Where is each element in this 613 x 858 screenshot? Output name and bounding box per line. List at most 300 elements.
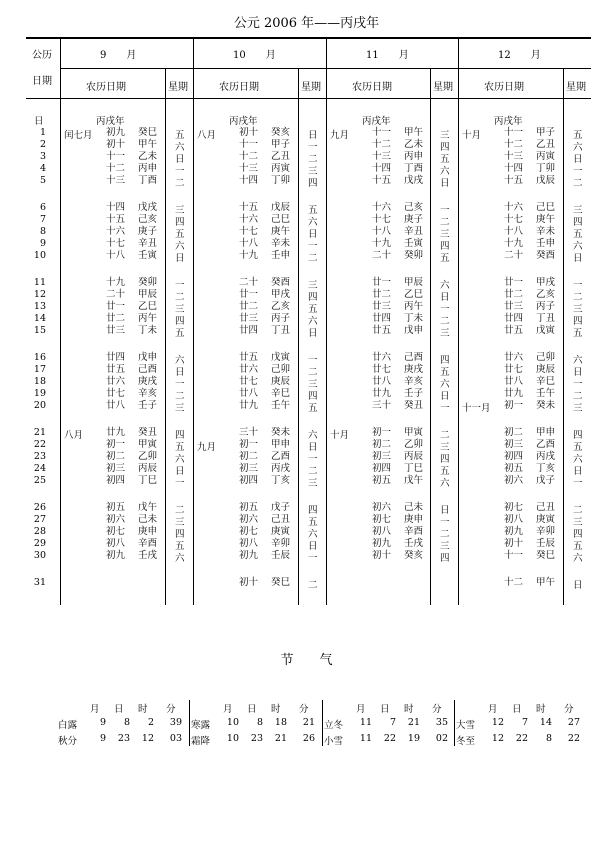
lunar-day: 初九 — [372, 538, 392, 549]
lunar-month-note: 八月 — [64, 430, 84, 441]
lunar-day: 廿二 — [106, 313, 126, 324]
lunar-day: 初六 — [504, 475, 524, 486]
ganzhi: 丁未 — [138, 325, 158, 336]
lunar-day: 十四 — [106, 202, 126, 213]
lunar-day: 初一 — [239, 439, 259, 450]
jieqi-value: 21 — [407, 717, 420, 728]
lunar-day: 初一 — [106, 439, 126, 450]
ganzhi: 戊辰 — [536, 175, 556, 186]
ganzhi: 戊子 — [536, 475, 556, 486]
weekday: 五 — [308, 205, 318, 216]
ganzhi: 戊午 — [138, 502, 158, 513]
ganzhi: 癸酉 — [536, 250, 556, 261]
weekday: 一 — [308, 142, 318, 153]
jieqi-name: 大雪 — [456, 720, 476, 731]
weekday: 六 — [175, 241, 185, 252]
ganzhi: 丁巳 — [404, 463, 424, 474]
lunar-day: 十一 — [372, 127, 392, 138]
lunar-day: 十七 — [504, 214, 524, 225]
lunar-day: 廿六 — [504, 352, 524, 363]
weekday: 五 — [573, 541, 583, 552]
weekday: 二 — [175, 292, 185, 303]
day-number: 10 — [33, 250, 46, 261]
lunar-day: 二十 — [504, 250, 524, 261]
lunar-day: 十七 — [372, 214, 392, 225]
weekday: 二 — [175, 505, 185, 516]
ganzhi: 乙巳 — [138, 301, 158, 312]
ganzhi: 辛丑 — [138, 238, 158, 249]
lunar-day: 廿六 — [106, 376, 126, 387]
ganzhi: 丙戌 — [271, 463, 291, 474]
lunar-month-note: 九月 — [197, 442, 217, 453]
ganzhi: 乙卯 — [138, 451, 158, 462]
jieqi-name: 立冬 — [324, 720, 344, 731]
lunar-day: 初六 — [106, 514, 126, 525]
lunar-day: 十三 — [504, 151, 524, 162]
ganzhi: 丙子 — [536, 301, 556, 312]
jieqi-value: 39 — [169, 717, 182, 728]
day-number: 13 — [33, 301, 46, 312]
header-nongli: 农历日期 — [219, 82, 259, 93]
lunar-day: 廿一 — [239, 289, 259, 300]
ganzhi: 癸丑 — [404, 400, 424, 411]
lunar-day: 十一 — [239, 139, 259, 150]
day-number: 29 — [33, 538, 46, 549]
ganzhi: 壬寅 — [138, 250, 158, 261]
weekday: 日 — [573, 466, 583, 477]
weekday: 一 — [440, 517, 450, 528]
weekday: 六 — [308, 217, 318, 228]
ganzhi: 戊戌 — [404, 175, 424, 186]
ganzhi: 癸卯 — [404, 250, 424, 261]
ganzhi: 戊寅 — [536, 325, 556, 336]
jieqi-value: 03 — [169, 733, 182, 744]
lunar-day: 廿九 — [239, 400, 259, 411]
lunar-day: 廿四 — [239, 325, 259, 336]
weekday: 三 — [573, 403, 583, 414]
day-number: 23 — [33, 451, 46, 462]
ganzhi: 乙酉 — [271, 451, 291, 462]
lunar-day: 十八 — [106, 250, 126, 261]
jieqi-value: 8 — [256, 717, 263, 728]
jieqi-head: 日 — [512, 704, 522, 715]
jieqi-value: 8 — [123, 717, 130, 728]
lunar-month-note: 九月 — [330, 130, 350, 141]
lunar-day: 廿七 — [106, 388, 126, 399]
lunar-day: 廿二 — [372, 289, 392, 300]
weekday: 一 — [573, 379, 583, 390]
day-number: 20 — [33, 400, 46, 411]
lunar-day: 十六 — [504, 202, 524, 213]
weekday: 三 — [175, 403, 185, 414]
lunar-day: 十四 — [504, 163, 524, 174]
month-divider — [193, 37, 194, 605]
day-number: 31 — [33, 577, 46, 588]
lunar-day: 初五 — [504, 463, 524, 474]
lunar-day: 初七 — [372, 514, 392, 525]
lunar-day: 廿九 — [504, 388, 524, 399]
jieqi-value: 02 — [435, 733, 448, 744]
jieqi-value: 35 — [435, 717, 448, 728]
ganzhi: 甲申 — [536, 427, 556, 438]
weekday: 日 — [440, 178, 450, 189]
ganzhi: 庚辰 — [271, 376, 291, 387]
weekday: 四 — [175, 430, 185, 441]
weekday: 三 — [573, 517, 583, 528]
lunar-month-note: 十月 — [462, 130, 482, 141]
ganzhi: 癸酉 — [271, 277, 291, 288]
day-number: 5 — [39, 175, 46, 186]
weekday: 五 — [573, 229, 583, 240]
weekday: 三 — [440, 130, 450, 141]
weekday: 三 — [573, 205, 583, 216]
lunar-day: 十四 — [239, 175, 259, 186]
lunar-day: 廿八 — [239, 388, 259, 399]
ganzhi: 戊午 — [404, 475, 424, 486]
ganzhi: 丙寅 — [271, 163, 291, 174]
ganzhi: 甲辰 — [138, 289, 158, 300]
weekday: 三 — [308, 478, 318, 489]
month-divider — [326, 37, 327, 605]
jieqi-value: 23 — [250, 733, 263, 744]
ganzhi: 己丑 — [271, 514, 291, 525]
weekday: 一 — [308, 241, 318, 252]
lunar-day: 廿八 — [106, 400, 126, 411]
day-number: 26 — [33, 502, 46, 513]
day-number: 12 — [33, 289, 46, 300]
weekday: 三 — [440, 229, 450, 240]
ganzhi: 癸亥 — [404, 550, 424, 561]
weekday: 二 — [440, 217, 450, 228]
header-week: 星期 — [566, 82, 586, 93]
jieqi-value: 18 — [274, 717, 287, 728]
ganzhi: 庚申 — [138, 526, 158, 537]
ganzhi: 癸丑 — [138, 427, 158, 438]
weekday: 六 — [440, 478, 450, 489]
weekday: 三 — [440, 328, 450, 339]
weekday: 三 — [440, 442, 450, 453]
ganzhi: 甲寅 — [404, 427, 424, 438]
week-col-divider — [563, 68, 564, 605]
weekday: 五 — [175, 229, 185, 240]
weekday: 四 — [573, 217, 583, 228]
lunar-day: 廿七 — [239, 376, 259, 387]
jieqi-divider — [322, 700, 323, 746]
weekday: 五 — [440, 367, 450, 378]
weekday: 五 — [440, 466, 450, 477]
lunar-day: 十七 — [106, 238, 126, 249]
ganzhi: 壬子 — [404, 388, 424, 399]
weekday: 三 — [308, 379, 318, 390]
day-number: 27 — [33, 514, 46, 525]
jieqi-value: 2 — [147, 717, 154, 728]
lunar-day: 初二 — [239, 451, 259, 462]
ganzhi: 甲申 — [271, 439, 291, 450]
ganzhi: 丁卯 — [271, 175, 291, 186]
lunar-day: 十八 — [239, 238, 259, 249]
jieqi-value: 12 — [491, 733, 504, 744]
month-divider — [458, 37, 459, 605]
lunar-day: 初七 — [106, 526, 126, 537]
ganzhi: 癸巳 — [138, 127, 158, 138]
ganzhi: 庚戌 — [404, 364, 424, 375]
ganzhi: 癸亥 — [271, 127, 291, 138]
jieqi-head: 时 — [271, 704, 281, 715]
weekday: 日 — [308, 442, 318, 453]
jieqi-head: 时 — [536, 704, 546, 715]
lunar-day: 十五 — [504, 175, 524, 186]
lunar-day: 初九 — [504, 526, 524, 537]
jieqi-value: 7 — [521, 717, 528, 728]
weekday: 日 — [573, 580, 583, 591]
lunar-day: 初三 — [372, 451, 392, 462]
jieqi-value: 12 — [141, 733, 154, 744]
day-number: 9 — [39, 238, 46, 249]
weekday: 六 — [308, 316, 318, 327]
ganzhi: 甲午 — [404, 127, 424, 138]
weekday: 一 — [573, 280, 583, 291]
day-header-ri: 日 — [34, 116, 44, 127]
column-year-label: 丙戌年 — [494, 116, 523, 127]
weekday: 日 — [573, 367, 583, 378]
ganzhi: 乙亥 — [271, 301, 291, 312]
ganzhi: 辛未 — [536, 226, 556, 237]
weekday: 三 — [308, 280, 318, 291]
weekday: 四 — [308, 178, 318, 189]
ganzhi: 乙丑 — [271, 151, 291, 162]
ganzhi: 庚寅 — [271, 526, 291, 537]
header-month: 9 月 — [100, 50, 137, 61]
ganzhi: 辛亥 — [138, 388, 158, 399]
day-number: 24 — [33, 463, 46, 474]
day-number: 11 — [33, 277, 46, 288]
lunar-day: 三十 — [372, 400, 392, 411]
day-number: 4 — [39, 163, 46, 174]
weekday: 五 — [308, 403, 318, 414]
lunar-day: 廿二 — [504, 289, 524, 300]
jieqi-head: 分 — [564, 704, 574, 715]
weekday: 六 — [573, 553, 583, 564]
weekday: 日 — [308, 130, 318, 141]
ganzhi: 甲子 — [271, 139, 291, 150]
lunar-day: 初十 — [239, 127, 259, 138]
header-week: 星期 — [301, 82, 321, 93]
lunar-day: 廿二 — [239, 301, 259, 312]
lunar-day: 廿三 — [239, 313, 259, 324]
ganzhi: 壬戌 — [138, 550, 158, 561]
weekday: 一 — [175, 478, 185, 489]
lunar-day: 初九 — [106, 127, 126, 138]
weekday: 日 — [175, 466, 185, 477]
ganzhi: 戊寅 — [271, 352, 291, 363]
weekday: 五 — [175, 130, 185, 141]
weekday: 五 — [308, 517, 318, 528]
weekday: 六 — [573, 142, 583, 153]
ganzhi: 庚辰 — [536, 364, 556, 375]
ganzhi: 乙卯 — [404, 439, 424, 450]
header-gongli: 公历 — [32, 50, 52, 61]
weekday: 三 — [175, 304, 185, 315]
lunar-day: 廿四 — [504, 313, 524, 324]
lunar-day: 廿七 — [504, 364, 524, 375]
ganzhi: 己酉 — [138, 364, 158, 375]
header-week: 星期 — [168, 82, 188, 93]
ganzhi: 庚戌 — [138, 376, 158, 387]
weekday: 六 — [175, 553, 185, 564]
lunar-day: 初二 — [504, 427, 524, 438]
jieqi-divider — [454, 700, 455, 746]
ganzhi: 丁未 — [404, 313, 424, 324]
ganzhi: 辛卯 — [536, 526, 556, 537]
weekday: 日 — [308, 328, 318, 339]
weekday: 一 — [440, 403, 450, 414]
ganzhi: 丙寅 — [536, 151, 556, 162]
lunar-day: 初十 — [372, 550, 392, 561]
ganzhi: 己卯 — [536, 352, 556, 363]
weekday: 日 — [175, 154, 185, 165]
lunar-day: 十二 — [372, 139, 392, 150]
weekday: 二 — [308, 253, 318, 264]
weekday: 五 — [440, 253, 450, 264]
ganzhi: 乙巳 — [404, 289, 424, 300]
lunar-day: 十五 — [106, 214, 126, 225]
ganzhi: 壬午 — [536, 388, 556, 399]
jieqi-name: 霜降 — [191, 736, 211, 747]
ganzhi: 辛未 — [271, 238, 291, 249]
weekday: 六 — [440, 379, 450, 390]
day-number: 19 — [33, 388, 46, 399]
jieqi-value: 26 — [302, 733, 315, 744]
ganzhi: 庚子 — [138, 226, 158, 237]
ganzhi: 丁丑 — [536, 313, 556, 324]
ganzhi: 丁亥 — [271, 475, 291, 486]
jieqi-head: 时 — [138, 704, 148, 715]
jieqi-head: 分 — [299, 704, 309, 715]
lunar-day: 初二 — [372, 439, 392, 450]
jieqi-value: 9 — [99, 717, 106, 728]
column-year-label: 丙戌年 — [96, 116, 125, 127]
weekday: 一 — [440, 205, 450, 216]
jieqi-head: 分 — [166, 704, 176, 715]
weekday: 三 — [573, 304, 583, 315]
day-number: 6 — [39, 202, 46, 213]
lunar-day: 初五 — [106, 502, 126, 513]
weekday: 六 — [440, 166, 450, 177]
lunar-day: 廿三 — [106, 325, 126, 336]
weekday: 六 — [308, 430, 318, 441]
lunar-day: 廿八 — [372, 376, 392, 387]
jieqi-value: 7 — [389, 717, 396, 728]
lunar-day: 廿八 — [504, 376, 524, 387]
ganzhi: 己酉 — [404, 352, 424, 363]
weekday: 六 — [440, 280, 450, 291]
weekday: 二 — [308, 154, 318, 165]
lunar-day: 廿三 — [372, 301, 392, 312]
lunar-day: 廿一 — [504, 277, 524, 288]
weekday: 一 — [573, 478, 583, 489]
weekday: 六 — [573, 241, 583, 252]
header-month: 11 月 — [366, 50, 409, 61]
lunar-day: 十一 — [504, 127, 524, 138]
ganzhi: 癸巳 — [271, 577, 291, 588]
ganzhi: 壬子 — [138, 400, 158, 411]
weekday: 五 — [175, 442, 185, 453]
weekday: 二 — [308, 580, 318, 591]
weekday: 四 — [308, 505, 318, 516]
weekday: 六 — [175, 142, 185, 153]
weekday: 一 — [175, 280, 185, 291]
lunar-day: 初一 — [504, 400, 524, 411]
lunar-day: 廿七 — [372, 364, 392, 375]
lunar-day: 十九 — [372, 238, 392, 249]
ganzhi: 丁酉 — [138, 175, 158, 186]
ganzhi: 丙申 — [138, 163, 158, 174]
ganzhi: 辛酉 — [404, 526, 424, 537]
ganzhi: 甲子 — [536, 127, 556, 138]
day-number: 1 — [39, 127, 46, 138]
weekday: 一 — [440, 304, 450, 315]
jieqi-value: 21 — [302, 717, 315, 728]
ganzhi: 戊申 — [404, 325, 424, 336]
day-number: 2 — [39, 139, 46, 150]
weekday: 二 — [573, 391, 583, 402]
ganzhi: 戊辰 — [271, 202, 291, 213]
jieqi-value: 23 — [117, 733, 130, 744]
weekday: 四 — [175, 217, 185, 228]
day-number: 28 — [33, 526, 46, 537]
weekday: 六 — [175, 355, 185, 366]
lunar-day: 初四 — [504, 451, 524, 462]
lunar-day: 十二 — [239, 151, 259, 162]
day-number: 16 — [33, 352, 46, 363]
weekday: 四 — [573, 529, 583, 540]
lunar-day: 十三 — [372, 151, 392, 162]
lunar-day: 初十 — [504, 538, 524, 549]
day-number: 18 — [33, 376, 46, 387]
ganzhi: 丙申 — [404, 151, 424, 162]
weekday: 二 — [440, 430, 450, 441]
weekday: 五 — [573, 328, 583, 339]
lunar-day: 初四 — [372, 463, 392, 474]
jieqi-head: 分 — [432, 704, 442, 715]
jieqi-value: 8 — [545, 733, 552, 744]
ganzhi: 丙午 — [404, 301, 424, 312]
weekday: 日 — [175, 367, 185, 378]
lunar-day: 初三 — [504, 439, 524, 450]
lunar-day: 十五 — [372, 175, 392, 186]
ganzhi: 庚午 — [271, 226, 291, 237]
week-col-divider — [298, 68, 299, 605]
weekday: 四 — [175, 529, 185, 540]
weekday: 四 — [308, 391, 318, 402]
lunar-day: 廿五 — [239, 352, 259, 363]
ganzhi: 丁酉 — [404, 163, 424, 174]
ganzhi: 壬寅 — [404, 238, 424, 249]
weekday: 二 — [573, 178, 583, 189]
jieqi-name: 秋分 — [58, 736, 78, 747]
weekday: 四 — [440, 454, 450, 465]
ganzhi: 甲寅 — [138, 439, 158, 450]
day-number: 7 — [39, 214, 46, 225]
weekday: 五 — [573, 442, 583, 453]
lunar-day: 十八 — [372, 226, 392, 237]
lunar-month-note: 十一月 — [462, 403, 491, 414]
header-bottom-border — [26, 98, 591, 99]
weekday: 六 — [573, 355, 583, 366]
lunar-day: 十八 — [504, 226, 524, 237]
lunar-day: 廿六 — [372, 352, 392, 363]
ganzhi: 壬辰 — [536, 538, 556, 549]
